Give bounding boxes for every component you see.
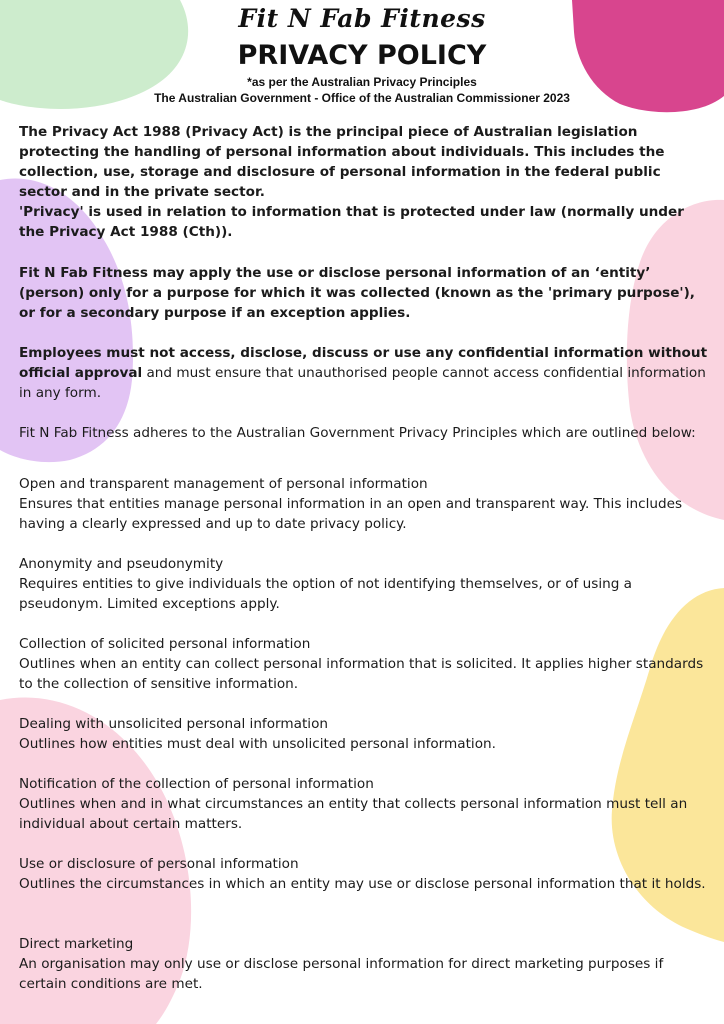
page-title: PRIVACY POLICY [237,40,487,71]
principle-description: Ensures that entities manage personal information in an open and transparent way. This includes having a clearly expressed and up to date privacy policy. [19,496,683,532]
principle-heading: Collection of solicited personal information [19,636,311,652]
principle-description: Outlines the circumstances in which an entity may use or disclose personal information that it holds. [19,876,706,892]
subtitle-source: The Australian Government - Office of the Australian Commissioner 2023 [154,91,570,105]
subtitle-principles: *as per the Australian Privacy Principles [247,75,477,89]
principle-item [19,634,709,694]
principle-item [19,854,709,894]
principle-description: Requires entities to give individuals the option of not identifying themselves, or of using a pseudonym. Limited exceptions apply. [19,576,633,612]
principle-item [19,714,709,754]
brand-logo-text: Fit N Fab Fitness [238,4,486,33]
adheres-paragraph: Fit N Fab Fitness adheres to the Australian Government Privacy Principles which are outlined below: [19,425,696,441]
principle-item [19,474,709,534]
principle-item [19,554,709,614]
employees-bold-text: Employees must not access, disclose, discuss or use any confidential information without official approval [19,345,708,381]
principle-description: Outlines when and in what circumstances an entity that collects personal information must tell an individual about certain matters. [19,796,688,832]
principle-heading: Dealing with unsolicited personal information [19,716,328,732]
principle-heading: Anonymity and pseudonymity [19,556,224,572]
employees-rest-text: and must ensure that unauthorised people cannot access confidential information in any form. [19,365,706,401]
principle-heading: Direct marketing [19,936,134,952]
principle-heading: Open and transparent management of personal information [19,476,428,492]
intro-paragraph: The Privacy Act 1988 (Privacy Act) is the principal piece of Australian legislation protecting the handling of personal information about individuals. This includes the collection, use, storage and disclosure of personal information in the federal public sector and in the private sector. [19,124,665,200]
principle-item [19,774,709,834]
principle-heading: Use or disclosure of personal information [19,856,299,872]
principle-heading: Notification of the collection of personal information [19,776,374,792]
principle-description: Outlines how entities must deal with unsolicited personal information. [19,736,496,752]
principle-item [19,934,709,994]
privacy-definition-paragraph: 'Privacy' is used in relation to information that is protected under law (normally under the Privacy Act 1988 (Cth)). [19,204,684,240]
employees-paragraph [19,343,709,403]
principle-description: Outlines when an entity can collect personal information that is solicited. It applies higher standards to the collection of sensitive information. [19,656,704,692]
principle-description: An organisation may only use or disclose personal information for direct marketing purposes if certain conditions are met. [19,956,664,992]
apply-statement-paragraph: Fit N Fab Fitness may apply the use or disclose personal information of an ‘entity’ (person) only for a purpose for which it was collected (known as the 'primary purpose'), or for a secondary purpose if an exception applies. [19,265,695,321]
